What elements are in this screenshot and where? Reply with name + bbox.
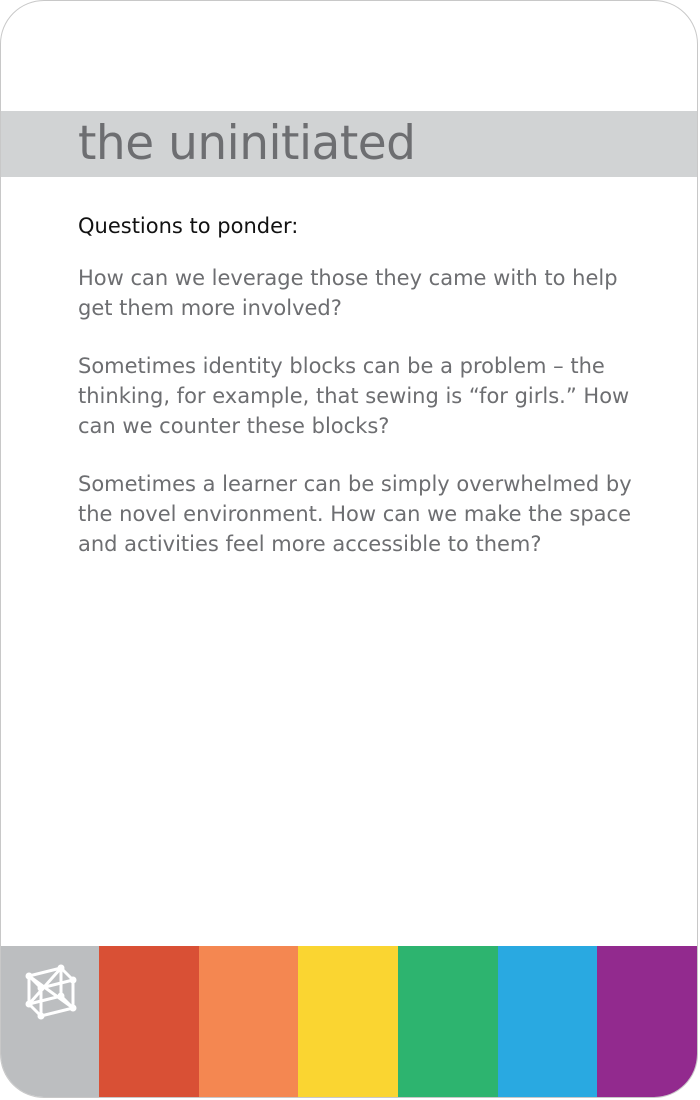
question-2: Sometimes identity blocks can be a problem – the thinking, for example, that sewing is “for girls.” How can we counter these blocks? <box>78 354 630 438</box>
cube-icon <box>15 960 81 1026</box>
questions-heading: Questions to ponder: <box>78 214 299 238</box>
swatch-red <box>99 946 199 1098</box>
swatch-yellow <box>298 946 398 1098</box>
card-title: the uninitiated <box>78 116 416 171</box>
swatch-purple <box>597 946 697 1098</box>
icon-cell <box>1 946 99 1098</box>
swatch-blue <box>498 946 598 1098</box>
swatch-orange <box>199 946 299 1098</box>
card-body <box>78 211 638 587</box>
question-3: Sometimes a learner can be simply overwhelmed by the novel environment. How can we make the space and activities feel more accessible to them? <box>78 472 632 556</box>
question-1: How can we leverage those they came with to help get them more involved? <box>78 266 618 320</box>
color-footer <box>1 946 697 1098</box>
swatch-green <box>398 946 498 1098</box>
